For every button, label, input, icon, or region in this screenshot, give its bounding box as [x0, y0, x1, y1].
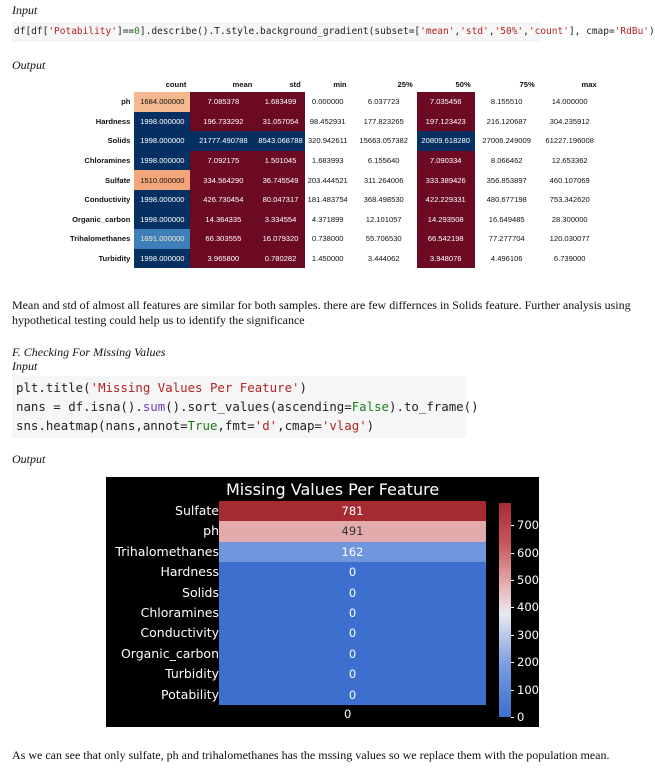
heatmap-row-label: ph: [203, 523, 219, 539]
table-cell: 753.342620: [539, 190, 601, 210]
code-cell-heatmap: [12, 376, 479, 438]
table-cell: 1891.000000: [134, 229, 190, 249]
column-header-mean: mean: [232, 79, 253, 89]
section-heading-missing: F. Checking For Missing Values: [12, 345, 166, 359]
code-cell-describe: df[df['Potability']==0].describe().T.style.background_gradient(subset=['mean','std','50%','count'], cmap='RdBu'): [12, 22, 542, 42]
paragraph-missing-summary: As we can see that only sulfate, ph and trihalomethanes has the mssing values so we replace them with the population mean.: [12, 748, 610, 762]
colorbar-tick: 300: [511, 628, 539, 642]
table-cell: 31.057054: [256, 112, 304, 132]
heatmap-row-label: Chloramines: [140, 605, 219, 620]
column-header-min: min: [333, 79, 347, 89]
table-cell: 460.107069: [539, 170, 601, 190]
table-cell: 0.738000: [305, 229, 351, 249]
heatmap-row-label: Sulfate: [175, 503, 219, 518]
heatmap-cell: 0: [219, 583, 486, 603]
table-cell: 66.303555: [190, 229, 256, 249]
heatmap-cell: 0: [219, 562, 486, 582]
heatmap-row-label: Organic_carbon: [120, 645, 219, 661]
table-cell: 1998.000000: [134, 112, 190, 132]
table-cell: 61227.196008: [539, 131, 601, 151]
table-row: [68, 151, 601, 171]
table-cell: 196.733292: [190, 112, 256, 132]
table-cell: 1998.000000: [134, 151, 190, 171]
table-cell: 333.389426: [417, 170, 475, 190]
heatmap-row-label: Hardness: [160, 564, 219, 580]
row-header: Hardness: [95, 116, 131, 126]
heatmap-cell: 162: [219, 542, 486, 562]
table-cell: 1510.000000: [134, 170, 190, 190]
describe-table: [68, 76, 601, 268]
row-header: Organic_carbon: [72, 214, 131, 224]
table-cell: 20809.618280: [417, 131, 475, 151]
column-header-25pct: 25%: [397, 79, 413, 89]
colorbar-tick: 700: [511, 518, 539, 532]
table-cell: 8543.068788: [256, 131, 304, 151]
colorbar-tick: 500: [511, 573, 539, 587]
table-cell: 16.079320: [256, 229, 304, 249]
table-cell: 6.739000: [539, 249, 601, 269]
paragraph-stats-summary: Mean and std of almost all features are similar for both samples. there are few differnces in Solids feature. Further analysis using hypothetical testing could help us to identify the significance: [12, 298, 631, 327]
table-cell: 98.452931: [305, 112, 351, 132]
table-cell: 1.501045: [256, 151, 304, 171]
table-cell: 1998.000000: [134, 249, 190, 269]
table-cell: 28.300000: [539, 210, 601, 230]
table-row: [68, 229, 601, 249]
colorbar-tick: 100: [511, 683, 539, 697]
heatmap-x-tick: 0: [344, 707, 352, 721]
table-row: [68, 190, 601, 210]
table-cell: 1998.000000: [134, 131, 190, 151]
table-cell: 177.823265: [351, 112, 417, 132]
heatmap-row-label: Solids: [182, 584, 219, 600]
heatmap-row-label: Conductivity: [140, 625, 219, 641]
table-cell: 3.444062: [351, 249, 417, 269]
input-label-1: Input: [12, 3, 38, 17]
colorbar-tick: 200: [511, 655, 539, 669]
table-cell: 216.120687: [475, 112, 539, 132]
table-cell: 27006.249009: [475, 131, 539, 151]
table-row: [68, 112, 601, 132]
heatmap-cell: 0: [219, 685, 486, 705]
table-cell: 320.942611: [305, 131, 351, 151]
table-cell: 6.037723: [351, 92, 417, 112]
table-cell: 14.364335: [190, 210, 256, 230]
table-cell: 66.542198: [417, 229, 475, 249]
table-cell: 1.683993: [305, 151, 351, 171]
heatmap-row-label: Potability: [161, 686, 219, 702]
row-header: Turbidity: [98, 254, 131, 264]
colorbar-tick: 600: [511, 546, 539, 560]
table-cell: 181.483754: [305, 190, 351, 210]
table-cell: 12.653362: [539, 151, 601, 171]
table-cell: 14.000000: [539, 92, 601, 112]
table-cell: 422.229331: [417, 190, 475, 210]
input-label-2: Input: [12, 359, 38, 373]
row-header: ph: [121, 97, 131, 107]
column-header-count: count: [165, 79, 187, 89]
row-header: Trihalomethanes: [70, 234, 131, 244]
table-cell: 4.371899: [305, 210, 351, 230]
table-cell: 334.564290: [190, 170, 256, 190]
output-label-2: Output: [12, 452, 46, 466]
table-cell: 203.444521: [305, 170, 351, 190]
colorbar-tick: 400: [511, 600, 539, 614]
column-header-50pct: 50%: [455, 79, 471, 89]
table-row: [68, 92, 601, 112]
table-cell: 426.730454: [190, 190, 256, 210]
missing-values-heatmap: [106, 477, 539, 727]
table-cell: 7.092175: [190, 151, 256, 171]
table-cell: 16.649485: [475, 210, 539, 230]
table-row: [68, 210, 601, 230]
heatmap-cell: 0: [219, 664, 486, 684]
table-cell: 77.277704: [475, 229, 539, 249]
table-cell: 304.235912: [539, 112, 601, 132]
heatmap-cell: 0: [219, 603, 486, 623]
column-header-75pct: 75%: [519, 79, 535, 89]
table-cell: 368.498530: [351, 190, 417, 210]
table-cell: 36.745549: [256, 170, 304, 190]
colorbar: [499, 503, 511, 717]
row-header: Chloramines: [84, 156, 131, 166]
table-cell: 1998.000000: [134, 210, 190, 230]
heatmap-cell: 781: [219, 501, 486, 521]
table-row: [68, 249, 601, 269]
table-cell: 7.090334: [417, 151, 475, 171]
table-cell: 80.047317: [256, 190, 304, 210]
table-cell: 0.000000: [305, 92, 351, 112]
table-cell: 3.334554: [256, 210, 304, 230]
table-cell: 12.101057: [351, 210, 417, 230]
heatmap-row-label: Trihalomethanes: [115, 543, 219, 559]
table-cell: 356.853897: [475, 170, 539, 190]
table-cell: 1998.000000: [134, 190, 190, 210]
table-cell: 197.123423: [417, 112, 475, 132]
code-line-3: sns.heatmap(nans,annot=True,fmt='d',cmap='vlag'): [16, 418, 375, 433]
table-cell: 55.706530: [351, 229, 417, 249]
code-line-1: plt.title('Missing Values Per Feature'): [16, 380, 307, 395]
column-header-std: std: [289, 79, 301, 89]
table-cell: 8.066462: [475, 151, 539, 171]
heatmap-cell: 491: [219, 521, 486, 541]
output-label-1: Output: [12, 58, 46, 72]
row-header: Sulfate: [105, 175, 131, 185]
heatmap-cell: 0: [219, 644, 486, 664]
heatmap-title: Missing Values Per Feature: [226, 480, 440, 499]
row-header: Conductivity: [84, 195, 131, 205]
heatmap-cell: 0: [219, 623, 486, 643]
table-row: [68, 170, 601, 190]
table-cell: 6.155640: [351, 151, 417, 171]
table-cell: 4.496106: [475, 249, 539, 269]
table-cell: 3.965800: [190, 249, 256, 269]
heatmap-row-label: Turbidity: [165, 666, 219, 682]
table-row: [68, 131, 601, 151]
table-cell: 21777.490788: [190, 131, 256, 151]
table-cell: 480.677198: [475, 190, 539, 210]
table-cell: 0.780282: [256, 249, 304, 269]
column-header-max: max: [581, 79, 597, 89]
row-header: Solids: [107, 136, 131, 146]
table-cell: 7.085378: [190, 92, 256, 112]
table-cell: 15663.057382: [351, 131, 417, 151]
table-cell: 3.948076: [417, 249, 475, 269]
code-line-2: nans = df.isna().sum().sort_values(ascending=False).to_frame(): [16, 399, 479, 414]
table-cell: 120.030077: [539, 229, 601, 249]
table-cell: 1.683499: [256, 92, 304, 112]
table-cell: 311.264006: [351, 170, 417, 190]
table-cell: 1684.000000: [134, 92, 190, 112]
table-cell: 7.035456: [417, 92, 475, 112]
table-cell: 8.155510: [475, 92, 539, 112]
colorbar-tick: 0: [511, 710, 524, 724]
table-cell: 14.293508: [417, 210, 475, 230]
table-cell: 1.450000: [305, 249, 351, 269]
corner-header: [68, 76, 134, 92]
